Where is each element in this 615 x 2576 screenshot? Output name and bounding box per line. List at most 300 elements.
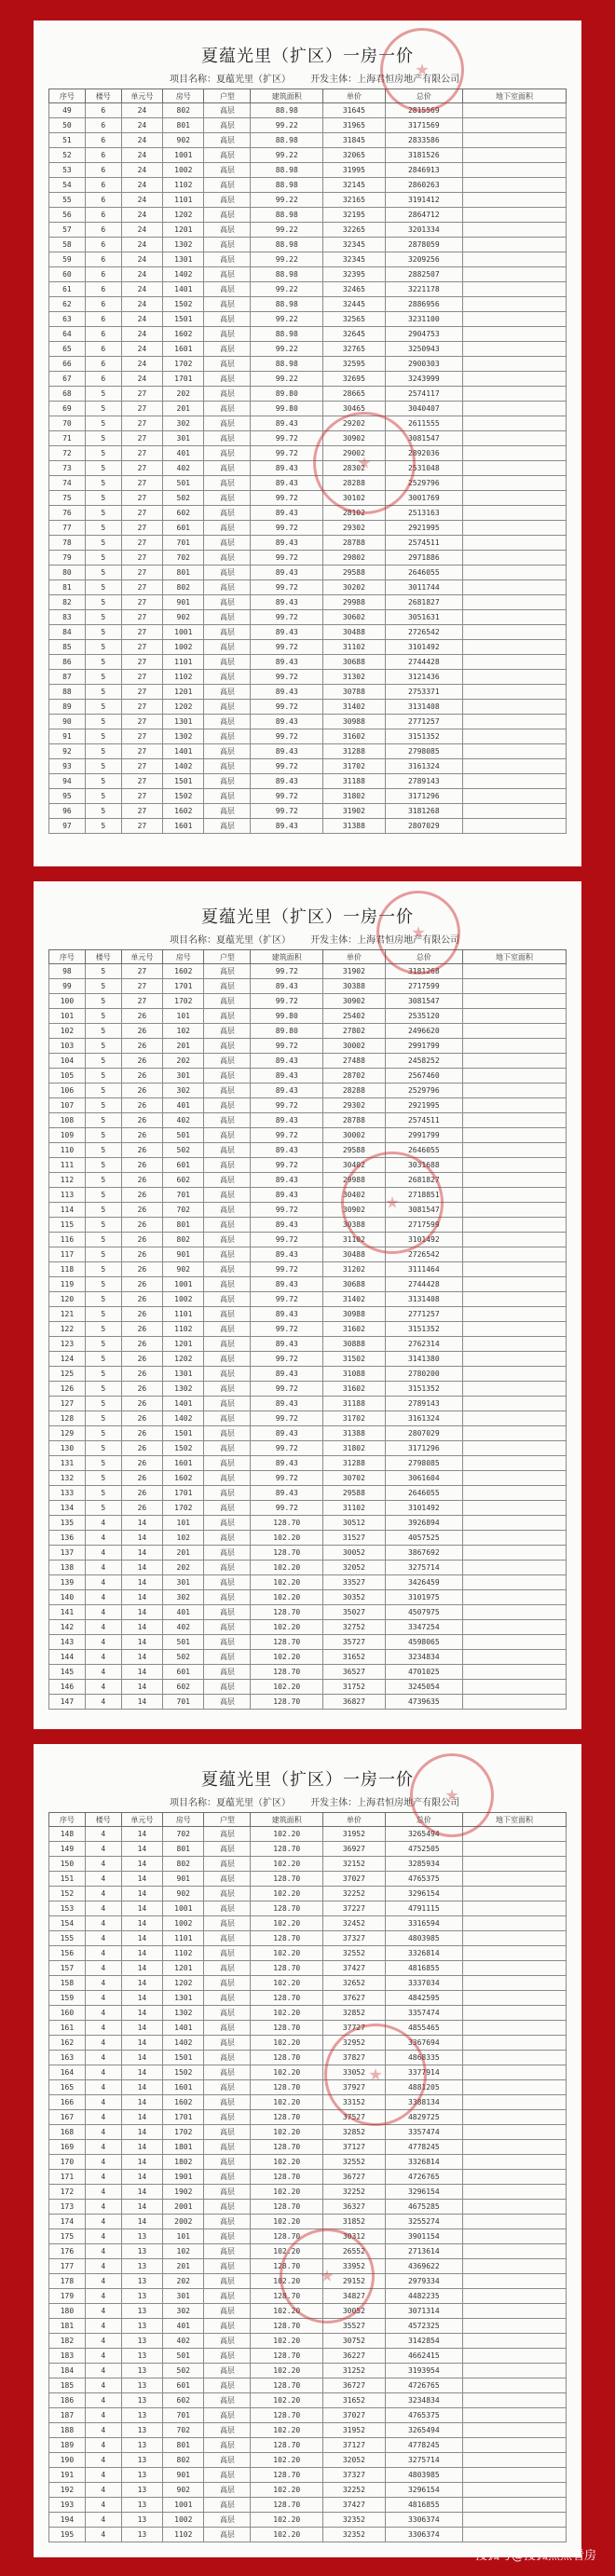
table-cell: 5 xyxy=(85,1084,121,1098)
table-cell: 高层 xyxy=(204,1976,251,1991)
table-cell: 高层 xyxy=(204,133,251,148)
table-row xyxy=(49,372,567,387)
table-cell: 14 xyxy=(121,2095,162,2110)
table-cell: 5 xyxy=(85,551,121,566)
table-row xyxy=(49,625,567,640)
table-cell xyxy=(462,521,566,536)
table-cell: 31252 xyxy=(323,2364,386,2378)
table-cell xyxy=(462,1397,566,1411)
table-cell: 128.70 xyxy=(251,1635,323,1650)
table-cell: 2892036 xyxy=(385,446,462,461)
table-cell: 4 xyxy=(85,1680,121,1695)
table-cell: 高层 xyxy=(204,1620,251,1635)
table-cell: 102.20 xyxy=(251,2513,323,2528)
table-cell: 128.70 xyxy=(251,2498,323,2513)
table-cell: 27 xyxy=(121,461,162,476)
price-sheet-1 xyxy=(34,20,581,866)
table-cell: 4 xyxy=(85,2200,121,2215)
table-cell: 5 xyxy=(85,595,121,610)
table-cell: 129 xyxy=(49,1426,86,1441)
table-cell: 99.22 xyxy=(251,282,323,297)
table-row xyxy=(49,1218,567,1233)
table-cell: 3234834 xyxy=(385,1650,462,1665)
table-cell: 3221178 xyxy=(385,282,462,297)
table-cell: 301 xyxy=(163,431,204,446)
table-cell xyxy=(462,964,566,979)
table-cell: 902 xyxy=(163,1887,204,1901)
table-cell: 31645 xyxy=(323,103,386,118)
sheet-title: 夏蕴光里（扩区）一房一价 xyxy=(201,1770,414,1790)
table-cell: 24 xyxy=(121,267,162,282)
table-cell: 高层 xyxy=(204,1501,251,1516)
table-cell: 1102 xyxy=(163,1322,204,1337)
table-cell: 33152 xyxy=(323,2095,386,2110)
table-cell: 82 xyxy=(49,595,86,610)
table-header-row xyxy=(49,1813,567,1827)
table-cell: 5 xyxy=(85,1277,121,1292)
table-cell: 36327 xyxy=(323,2200,386,2215)
table-cell: 701 xyxy=(163,1188,204,1203)
table-cell: 5 xyxy=(85,819,121,834)
table-cell: 63 xyxy=(49,312,86,327)
table-cell: 201 xyxy=(163,2259,204,2274)
table-cell: 26 xyxy=(121,1203,162,1218)
table-cell: 2717599 xyxy=(385,979,462,994)
table-row xyxy=(49,1098,567,1113)
table-cell: 4803985 xyxy=(385,2468,462,2483)
table-cell: 5 xyxy=(85,1262,121,1277)
table-row xyxy=(49,163,567,178)
table-cell: 81 xyxy=(49,580,86,595)
table-row xyxy=(49,2185,567,2200)
table-cell: 185 xyxy=(49,2378,86,2393)
table-cell: 2726542 xyxy=(385,1247,462,1262)
table-cell: 高层 xyxy=(204,1382,251,1397)
table-cell: 84 xyxy=(49,625,86,640)
table-cell: 32252 xyxy=(323,2483,386,2498)
table-cell: 77 xyxy=(49,521,86,536)
table-cell xyxy=(462,431,566,446)
table-body xyxy=(49,964,567,1710)
table-cell: 26 xyxy=(121,1188,162,1203)
table-cell: 128.70 xyxy=(251,1991,323,2006)
table-cell: 4752505 xyxy=(385,1842,462,1857)
table-cell: 99.72 xyxy=(251,1501,323,1516)
table-cell: 5 xyxy=(85,431,121,446)
table-cell: 31602 xyxy=(323,1382,386,1397)
table-cell: 14 xyxy=(121,1872,162,1887)
table-cell: 302 xyxy=(163,2304,204,2319)
table-cell: 99.72 xyxy=(251,1262,323,1277)
table-cell: 4 xyxy=(85,2215,121,2229)
project-name: 项目名称：夏蕴光里（扩区） xyxy=(170,75,291,85)
table-cell: 116 xyxy=(49,1233,86,1247)
table-cell xyxy=(462,1098,566,1113)
table-cell: 4 xyxy=(85,2483,121,2498)
table-cell: 高层 xyxy=(204,1203,251,1218)
table-cell: 128.70 xyxy=(251,1931,323,1946)
table-cell: 89.43 xyxy=(251,595,323,610)
table-cell: 5 xyxy=(85,1113,121,1128)
table-cell: 901 xyxy=(163,2468,204,2483)
table-cell: 89.43 xyxy=(251,536,323,551)
table-cell: 13 xyxy=(121,2274,162,2289)
table-cell: 102.20 xyxy=(251,2364,323,2378)
table-cell: 27 xyxy=(121,416,162,431)
table-cell: 30902 xyxy=(323,431,386,446)
table-cell: 27 xyxy=(121,715,162,729)
table-cell: 902 xyxy=(163,2483,204,2498)
table-cell: 3377914 xyxy=(385,2065,462,2080)
table-cell: 147 xyxy=(49,1695,86,1710)
table-cell: 27 xyxy=(121,774,162,789)
table-cell: 3141380 xyxy=(385,1352,462,1367)
table-cell: 5 xyxy=(85,979,121,994)
table-cell: 27 xyxy=(121,551,162,566)
table-cell: 5 xyxy=(85,759,121,774)
table-cell: 104 xyxy=(49,1054,86,1069)
table-cell: 24 xyxy=(121,118,162,133)
table-cell: 高层 xyxy=(204,1441,251,1456)
table-cell: 801 xyxy=(163,2438,204,2453)
table-cell: 101 xyxy=(163,1516,204,1531)
table-cell xyxy=(462,1665,566,1680)
table-cell: 114 xyxy=(49,1203,86,1218)
table-cell: 32065 xyxy=(323,148,386,163)
table-cell: 5 xyxy=(85,1039,121,1054)
table-row xyxy=(49,536,567,551)
table-cell: 14 xyxy=(121,1516,162,1531)
table-cell: 301 xyxy=(163,1575,204,1590)
table-cell: 102.20 xyxy=(251,1976,323,1991)
table-cell: 高层 xyxy=(204,625,251,640)
table-cell: 32465 xyxy=(323,282,386,297)
table-cell: 2864712 xyxy=(385,208,462,223)
table-cell xyxy=(462,2200,566,2215)
table-row xyxy=(49,1307,567,1322)
table-cell: 30052 xyxy=(323,1546,386,1561)
column-header: 总价 xyxy=(385,89,462,103)
table-cell xyxy=(462,774,566,789)
table-cell: 高层 xyxy=(204,1635,251,1650)
table-cell: 99.72 xyxy=(251,729,323,744)
table-cell: 27 xyxy=(121,979,162,994)
table-cell: 14 xyxy=(121,2080,162,2095)
table-cell xyxy=(462,2051,566,2065)
watermark-text: 搜狐号@搜狐焦点看房 xyxy=(474,2549,596,2563)
table-cell: 1201 xyxy=(163,223,204,238)
table-cell: 4 xyxy=(85,1546,121,1561)
table-cell: 89.43 xyxy=(251,819,323,834)
table-cell: 4 xyxy=(85,1872,121,1887)
table-cell: 58 xyxy=(49,238,86,252)
table-cell: 31852 xyxy=(323,2215,386,2229)
table-cell: 5 xyxy=(85,1307,121,1322)
table-cell: 高层 xyxy=(204,2095,251,2110)
table-cell xyxy=(462,1946,566,1961)
table-cell: 27 xyxy=(121,819,162,834)
table-cell: 高层 xyxy=(204,506,251,521)
table-cell: 4 xyxy=(85,2319,121,2334)
table-cell: 602 xyxy=(163,2393,204,2408)
table-cell xyxy=(462,580,566,595)
table-cell: 56 xyxy=(49,208,86,223)
table-cell: 4 xyxy=(85,2125,121,2140)
column-header: 户型 xyxy=(204,950,251,964)
table-row xyxy=(49,1486,567,1501)
table-cell: 高层 xyxy=(204,521,251,536)
table-cell: 99.72 xyxy=(251,1128,323,1143)
table-cell: 高层 xyxy=(204,1680,251,1695)
table-cell: 14 xyxy=(121,1976,162,1991)
table-cell: 901 xyxy=(163,1872,204,1887)
table-cell: 66 xyxy=(49,357,86,372)
table-cell: 1701 xyxy=(163,1486,204,1501)
table-cell: 3011744 xyxy=(385,580,462,595)
table-cell: 3081547 xyxy=(385,994,462,1009)
table-row xyxy=(49,804,567,819)
table-cell: 高层 xyxy=(204,387,251,402)
table-cell: 31302 xyxy=(323,670,386,685)
table-cell: 高层 xyxy=(204,819,251,834)
table-cell: 31202 xyxy=(323,1262,386,1277)
table-cell: 99.72 xyxy=(251,804,323,819)
table-cell: 3234834 xyxy=(385,2393,462,2408)
table-cell xyxy=(462,1441,566,1456)
table-cell: 2991799 xyxy=(385,1128,462,1143)
table-cell: 5 xyxy=(85,640,121,655)
table-cell: 6 xyxy=(85,252,121,267)
table-cell xyxy=(462,1635,566,1650)
table-cell xyxy=(462,1561,566,1575)
table-cell: 高层 xyxy=(204,461,251,476)
column-header: 楼号 xyxy=(85,950,121,964)
table-cell: 1502 xyxy=(163,2065,204,2080)
table-cell xyxy=(462,1143,566,1158)
table-cell xyxy=(462,491,566,506)
table-cell: 4572325 xyxy=(385,2319,462,2334)
table-cell: 14 xyxy=(121,2200,162,2215)
table-cell: 3001769 xyxy=(385,491,462,506)
table-cell: 88 xyxy=(49,685,86,700)
table-cell xyxy=(462,2021,566,2036)
table-cell: 31388 xyxy=(323,1426,386,1441)
table-cell: 152 xyxy=(49,1887,86,1901)
table-cell: 3111464 xyxy=(385,1262,462,1277)
table-cell: 1702 xyxy=(163,994,204,1009)
table-cell: 4 xyxy=(85,1516,121,1531)
table-cell: 33527 xyxy=(323,1575,386,1590)
table-cell: 2531048 xyxy=(385,461,462,476)
table-row xyxy=(49,1991,567,2006)
table-cell: 27 xyxy=(121,446,162,461)
table-cell: 高层 xyxy=(204,1842,251,1857)
table-cell: 4 xyxy=(85,1991,121,2006)
table-cell: 2002 xyxy=(163,2215,204,2229)
table-cell: 14 xyxy=(121,1901,162,1916)
column-header: 序号 xyxy=(49,89,86,103)
table-cell: 4 xyxy=(85,1857,121,1872)
table-row xyxy=(49,2483,567,2498)
table-row xyxy=(49,1441,567,1456)
table-cell: 高层 xyxy=(204,700,251,715)
table-cell: 高层 xyxy=(204,2513,251,2528)
table-cell: 105 xyxy=(49,1069,86,1084)
table-cell: 128.70 xyxy=(251,1961,323,1976)
table-cell: 601 xyxy=(163,2378,204,2393)
table-cell: 31088 xyxy=(323,1367,386,1382)
table-cell: 高层 xyxy=(204,1173,251,1188)
table-cell: 158 xyxy=(49,1976,86,1991)
table-cell: 高层 xyxy=(204,2334,251,2349)
table-cell: 高层 xyxy=(204,2483,251,2498)
table-cell: 1501 xyxy=(163,2051,204,2065)
table-cell: 128.70 xyxy=(251,2289,323,2304)
table-cell: 88.98 xyxy=(251,357,323,372)
table-cell: 3151352 xyxy=(385,729,462,744)
table-row xyxy=(49,789,567,804)
table-cell xyxy=(462,163,566,178)
table-cell: 32852 xyxy=(323,2125,386,2140)
table-cell xyxy=(462,1203,566,1218)
table-cell: 128.70 xyxy=(251,1665,323,1680)
table-cell: 128.70 xyxy=(251,1695,323,1710)
table-cell: 89.43 xyxy=(251,774,323,789)
table-row xyxy=(49,252,567,267)
table-cell: 26 xyxy=(121,1292,162,1307)
table-cell: 108 xyxy=(49,1113,86,1128)
table-cell xyxy=(462,2140,566,2155)
table-cell: 5 xyxy=(85,700,121,715)
table-cell: 1702 xyxy=(163,2125,204,2140)
table-cell: 3296154 xyxy=(385,2185,462,2200)
table-cell: 125 xyxy=(49,1367,86,1382)
table-cell: 3347254 xyxy=(385,1620,462,1635)
table-cell xyxy=(462,2289,566,2304)
table-cell: 高层 xyxy=(204,342,251,357)
table-cell: 136 xyxy=(49,1531,86,1546)
table-cell: 99.72 xyxy=(251,1411,323,1426)
table-cell: 2900303 xyxy=(385,357,462,372)
table-cell: 13 xyxy=(121,2423,162,2438)
table-cell: 5 xyxy=(85,670,121,685)
table-cell: 14 xyxy=(121,1695,162,1710)
table-cell: 1102 xyxy=(163,2528,204,2542)
table-cell xyxy=(462,1069,566,1084)
table-cell: 3250943 xyxy=(385,342,462,357)
table-cell: 36827 xyxy=(323,1695,386,1710)
table-cell: 31995 xyxy=(323,163,386,178)
table-cell xyxy=(462,1322,566,1337)
table-cell: 201 xyxy=(163,402,204,416)
table-cell: 50 xyxy=(49,118,86,133)
table-cell: 193 xyxy=(49,2498,86,2513)
table-cell: 178 xyxy=(49,2274,86,2289)
table-cell: 2717599 xyxy=(385,1218,462,1233)
table-cell: 6 xyxy=(85,118,121,133)
table-cell: 159 xyxy=(49,1991,86,2006)
table-row xyxy=(49,1054,567,1069)
table-cell xyxy=(462,446,566,461)
table-row xyxy=(49,2215,567,2229)
table-cell: 100 xyxy=(49,994,86,1009)
table-cell: 13 xyxy=(121,2259,162,2274)
table-cell: 102.20 xyxy=(251,2185,323,2200)
table-cell: 88.98 xyxy=(251,208,323,223)
table-cell: 502 xyxy=(163,1650,204,1665)
table-cell: 24 xyxy=(121,312,162,327)
table-cell: 高层 xyxy=(204,1084,251,1098)
table-cell xyxy=(462,1009,566,1024)
table-cell: 65 xyxy=(49,342,86,357)
table-cell: 26552 xyxy=(323,2244,386,2259)
table-cell: 6 xyxy=(85,163,121,178)
table-cell: 3161324 xyxy=(385,759,462,774)
table-row xyxy=(49,1039,567,1054)
table-cell: 2535120 xyxy=(385,1009,462,1024)
table-cell: 901 xyxy=(163,1247,204,1262)
table-cell: 52 xyxy=(49,148,86,163)
table-cell: 5 xyxy=(85,1456,121,1471)
table-cell: 4369622 xyxy=(385,2259,462,2274)
table-cell: 4 xyxy=(85,2513,121,2528)
table-cell: 6 xyxy=(85,372,121,387)
table-row xyxy=(49,208,567,223)
table-cell: 33052 xyxy=(323,2065,386,2080)
table-cell xyxy=(462,1292,566,1307)
table-cell: 102 xyxy=(163,2244,204,2259)
table-cell: 502 xyxy=(163,2364,204,2378)
table-cell: 2833586 xyxy=(385,133,462,148)
table-cell: 高层 xyxy=(204,1098,251,1113)
table-cell: 34827 xyxy=(323,2289,386,2304)
table-cell: 高层 xyxy=(204,1872,251,1887)
table-cell: 36927 xyxy=(323,1842,386,1857)
table-cell: 4 xyxy=(85,2259,121,2274)
table-cell: 54 xyxy=(49,178,86,193)
table-cell: 4 xyxy=(85,2364,121,2378)
table-cell: 88.98 xyxy=(251,267,323,282)
table-cell xyxy=(462,610,566,625)
table-cell: 4803985 xyxy=(385,1931,462,1946)
table-cell: 3101492 xyxy=(385,640,462,655)
table-cell: 31502 xyxy=(323,1352,386,1367)
table-cell: 4 xyxy=(85,2438,121,2453)
table-cell xyxy=(462,1158,566,1173)
table-cell: 128.70 xyxy=(251,2080,323,2095)
table-cell: 高层 xyxy=(204,238,251,252)
table-cell: 89.43 xyxy=(251,1054,323,1069)
table-cell: 701 xyxy=(163,536,204,551)
table-cell: 32565 xyxy=(323,312,386,327)
table-cell xyxy=(462,461,566,476)
table-row xyxy=(49,1976,567,1991)
table-cell xyxy=(462,2408,566,2423)
table-cell: 6 xyxy=(85,297,121,312)
table-cell: 99.72 xyxy=(251,610,323,625)
table-cell: 89.80 xyxy=(251,387,323,402)
table-cell: 24 xyxy=(121,133,162,148)
table-cell: 2681827 xyxy=(385,1173,462,1188)
table-cell: 3101492 xyxy=(385,1233,462,1247)
column-header: 户型 xyxy=(204,89,251,103)
table-cell: 192 xyxy=(49,2483,86,2498)
column-header: 地下室面积 xyxy=(462,1813,566,1827)
table-cell: 32645 xyxy=(323,327,386,342)
table-cell: 24 xyxy=(121,357,162,372)
table-cell: 160 xyxy=(49,2006,86,2021)
table-row xyxy=(49,1916,567,1931)
